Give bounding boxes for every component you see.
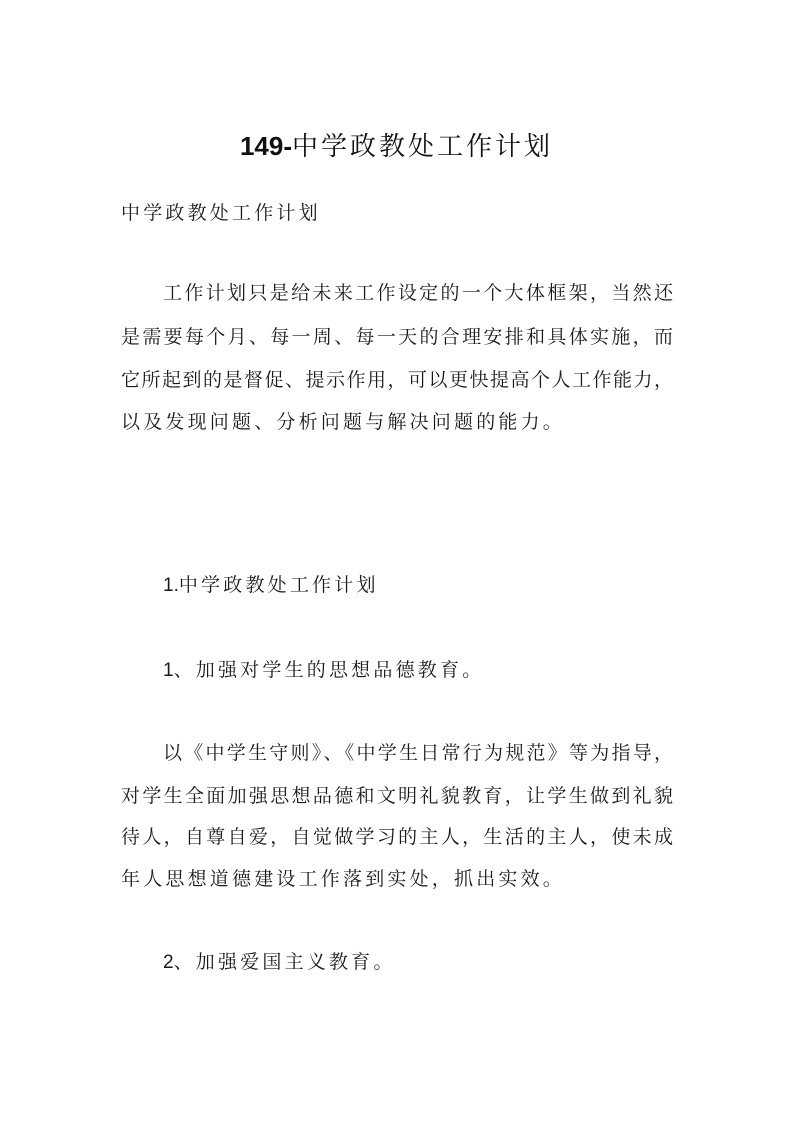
section-heading xyxy=(163,570,379,601)
item-1-paragraph-line-2: 对学生全面加强思想品德和文明礼貌教育，让学生做到礼貌 xyxy=(121,785,673,807)
item-2-heading xyxy=(163,947,396,978)
item-1-number: 1 xyxy=(163,660,174,681)
section-heading-text: 中学政教处工作计划 xyxy=(178,574,379,596)
item-1-paragraph-line-3: 待人，自尊自爱，自觉做学习的主人，生活的主人，使未成 xyxy=(121,826,673,848)
intro-line-1: 工作计划只是给未来工作设定的一个大体框架，当然还 xyxy=(163,282,673,304)
item-1-heading xyxy=(163,655,484,686)
intro-line-3: 它所起到的是督促、提示作用，可以更快提高个人工作能力， xyxy=(121,369,673,391)
title-text: 中学政教处工作计划 xyxy=(292,132,554,162)
item-1-paragraph-line-1: 以《中学生守则》、《中学生日常行为规范》等为指导， xyxy=(163,742,673,764)
document-subtitle: 中学政教处工作计划 xyxy=(121,202,321,224)
item-2-text: 、加强爱国主义教育。 xyxy=(173,951,396,973)
item-1-paragraph-line-4: 年人思想道德建设工作落到实处，抓出实效。 xyxy=(121,868,566,890)
title-number: 149- xyxy=(239,131,293,161)
intro-line-4: 以及发现问题、分析问题与解决问题的能力。 xyxy=(121,411,566,433)
section-heading-number: 1. xyxy=(163,575,179,596)
intro-line-2: 是需要每个月、每一周、每一天的合理安排和具体实施，而 xyxy=(121,326,673,348)
item-2-number: 2 xyxy=(163,952,174,973)
item-1-text: 、加强对学生的思想品德教育。 xyxy=(173,659,485,681)
document-title xyxy=(0,126,793,167)
